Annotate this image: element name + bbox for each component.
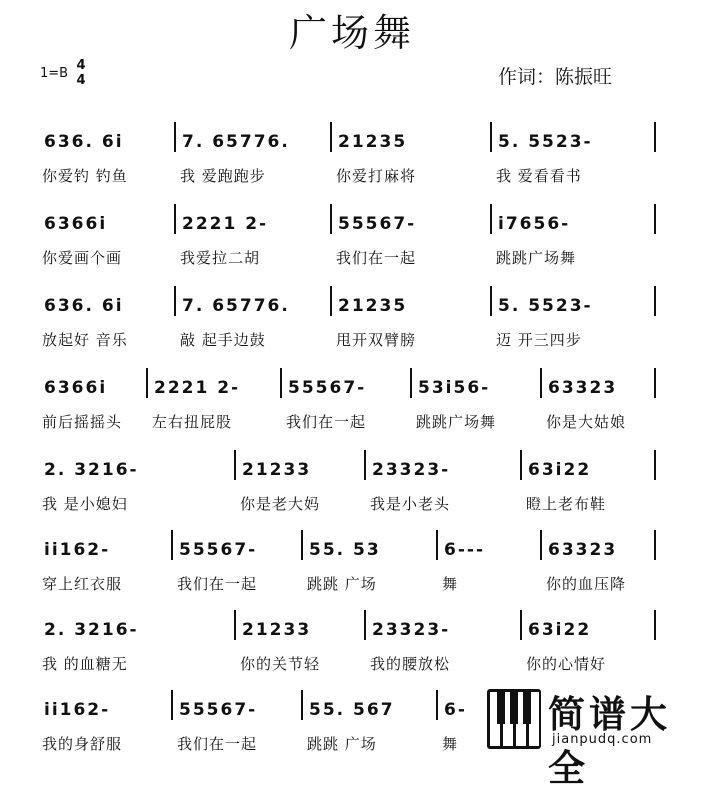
measure <box>178 282 334 362</box>
measure-notes: 55. 53 <box>309 540 381 560</box>
barline <box>520 450 522 480</box>
measure-lyrics: 你是老大妈 <box>240 495 321 513</box>
measure <box>284 364 414 444</box>
measure-notes: 21235 <box>338 132 408 152</box>
measure-notes: 23323- <box>372 460 451 480</box>
barline <box>540 368 542 398</box>
measure-notes: 55567- <box>338 214 417 234</box>
score-line <box>0 606 704 686</box>
measure-lyrics: 我们在一起 <box>177 735 258 753</box>
barline <box>490 122 492 152</box>
score-line <box>0 200 704 280</box>
barline <box>540 530 542 560</box>
measure <box>178 200 334 280</box>
meter-top: 4 <box>76 58 86 73</box>
measure-lyrics: 甩开双臂膀 <box>336 331 417 349</box>
barline <box>174 204 176 234</box>
measure-notes: 2221 2- <box>154 378 241 398</box>
barline <box>364 610 366 640</box>
barline <box>330 204 332 234</box>
measure-lyrics: 跳跳 广场 <box>307 735 377 753</box>
barline <box>171 530 173 560</box>
measure-notes: 21235 <box>338 296 408 316</box>
measure-notes: 2. 3216- <box>44 620 139 640</box>
measure-lyrics: 迈 开三四步 <box>496 331 582 349</box>
measure-lyrics: 我的身舒服 <box>42 735 123 753</box>
measure-notes: 55567- <box>288 378 367 398</box>
barline <box>330 286 332 316</box>
measure-notes: 55. 567 <box>309 700 395 720</box>
measure-notes: 63323 <box>548 540 618 560</box>
measure-lyrics: 放起好 音乐 <box>42 331 128 349</box>
score-line <box>0 526 704 606</box>
measure-lyrics: 我们在一起 <box>336 249 417 267</box>
watermark-logo <box>478 684 704 790</box>
measure-notes: 6- <box>444 700 467 720</box>
measure-notes: 63i22 <box>528 460 592 480</box>
score-line <box>0 446 704 526</box>
measure <box>440 526 544 606</box>
measure <box>524 446 658 526</box>
key-signature: 1=B <box>40 66 69 81</box>
measure-notes: ii162- <box>44 540 111 560</box>
measure <box>494 118 658 198</box>
measure <box>544 526 658 606</box>
measure-lyrics: 跳跳广场舞 <box>496 249 577 267</box>
measure-notes: 23323- <box>372 620 451 640</box>
measure <box>238 446 368 526</box>
measure-lyrics: 我们在一起 <box>286 413 367 431</box>
measure-lyrics: 你的关节轻 <box>240 655 321 673</box>
song-title: 广场舞 <box>288 11 415 55</box>
measure <box>524 606 658 686</box>
measure-lyrics: 我爱拉二胡 <box>180 249 261 267</box>
measure-notes: 636. 6i <box>44 132 124 152</box>
barline <box>234 610 236 640</box>
barline <box>280 368 282 398</box>
barline <box>436 530 438 560</box>
measure <box>544 364 658 444</box>
measure-lyrics: 你爱画个画 <box>42 249 123 267</box>
measure-lyrics: 你的血压降 <box>546 575 627 593</box>
measure <box>40 200 178 280</box>
measure-lyrics: 我是小老头 <box>370 495 451 513</box>
score-line <box>0 282 704 362</box>
measure <box>368 606 524 686</box>
measure-notes: 55567- <box>179 700 258 720</box>
barline <box>234 450 236 480</box>
measure <box>40 364 150 444</box>
measure-notes: 636. 6i <box>44 296 124 316</box>
measure-notes: 2. 3216- <box>44 460 139 480</box>
barline <box>301 690 303 720</box>
measure-notes: 7. 65776. <box>182 296 290 316</box>
measure-notes: i7656- <box>498 214 571 234</box>
measure-lyrics: 我 爱看看书 <box>496 167 582 185</box>
measure-lyrics: 我的腰放松 <box>370 655 451 673</box>
meter-bottom: 4 <box>76 73 86 88</box>
measure-notes: 2221 2- <box>182 214 269 234</box>
measure-notes: 5. 5523- <box>498 296 593 316</box>
measure-lyrics: 我 是小媳妇 <box>42 495 128 513</box>
measure <box>178 118 334 198</box>
measure-notes: 55567- <box>179 540 258 560</box>
measure-notes: 21233 <box>242 460 312 480</box>
measure-notes: 6366i <box>44 214 108 234</box>
watermark-name: 简谱大全 <box>548 693 671 790</box>
measure-lyrics: 跳跳广场舞 <box>416 413 497 431</box>
barline <box>654 368 656 398</box>
measure-lyrics: 穿上红衣服 <box>42 575 123 593</box>
measure <box>40 446 238 526</box>
measure-lyrics: 瞪上老布鞋 <box>526 495 607 513</box>
measure <box>368 446 524 526</box>
measure-notes: 7. 65776. <box>182 132 290 152</box>
barline <box>654 122 656 152</box>
measure-notes: 6--- <box>444 540 485 560</box>
measure-lyrics: 你爱钓 钓鱼 <box>42 167 128 185</box>
measure-notes: 53i56- <box>418 378 491 398</box>
measure <box>305 686 440 766</box>
measure-lyrics: 左右扭屁股 <box>152 413 233 431</box>
measure-lyrics: 你爱打麻将 <box>336 167 417 185</box>
measure-notes: 5. 5523- <box>498 132 593 152</box>
measure-lyrics: 你是大姑娘 <box>546 413 627 431</box>
barline <box>654 610 656 640</box>
lyricist-credit: 作词：陈振旺 <box>498 66 613 88</box>
measure-lyrics: 你的心情好 <box>526 655 607 673</box>
measure-notes: 21233 <box>242 620 312 640</box>
measure-lyrics: 我们在一起 <box>177 575 258 593</box>
barline <box>490 204 492 234</box>
score-line <box>0 364 704 444</box>
measure <box>238 606 368 686</box>
measure <box>150 364 284 444</box>
barline <box>436 690 438 720</box>
measure <box>40 686 175 766</box>
measure-notes: 63323 <box>548 378 618 398</box>
barline <box>364 450 366 480</box>
measure <box>494 200 658 280</box>
piano-icon <box>486 688 542 750</box>
time-signature <box>75 58 87 88</box>
measure-lyrics: 我 爱跑跑步 <box>180 167 266 185</box>
measure <box>334 200 494 280</box>
measure <box>40 118 178 198</box>
barline <box>520 610 522 640</box>
watermark-url: jianpudq.com <box>552 732 653 747</box>
measure-notes: 63i22 <box>528 620 592 640</box>
measure-lyrics: 敲 起手边鼓 <box>180 331 266 349</box>
barline <box>174 286 176 316</box>
measure <box>494 282 658 362</box>
measure-notes: ii162- <box>44 700 111 720</box>
measure <box>414 364 544 444</box>
measure <box>334 282 494 362</box>
barline <box>410 368 412 398</box>
barline <box>301 530 303 560</box>
measure <box>40 606 238 686</box>
measure <box>40 526 175 606</box>
measure-lyrics: 我 的血糖无 <box>42 655 128 673</box>
barline <box>490 286 492 316</box>
measure <box>175 686 305 766</box>
measure-lyrics: 跳跳 广场 <box>307 575 377 593</box>
barline <box>146 368 148 398</box>
measure <box>305 526 440 606</box>
measure <box>175 526 305 606</box>
barline <box>654 204 656 234</box>
measure-notes: 6366i <box>44 378 108 398</box>
barline <box>654 450 656 480</box>
barline <box>654 286 656 316</box>
barline <box>654 530 656 560</box>
measure-lyrics: 前后摇摇头 <box>42 413 123 431</box>
measure <box>40 282 178 362</box>
barline <box>330 122 332 152</box>
measure <box>334 118 494 198</box>
barline <box>174 122 176 152</box>
score-line <box>0 118 704 198</box>
measure-lyrics: 舞 <box>442 735 459 753</box>
measure-lyrics: 舞 <box>442 575 459 593</box>
barline <box>171 690 173 720</box>
